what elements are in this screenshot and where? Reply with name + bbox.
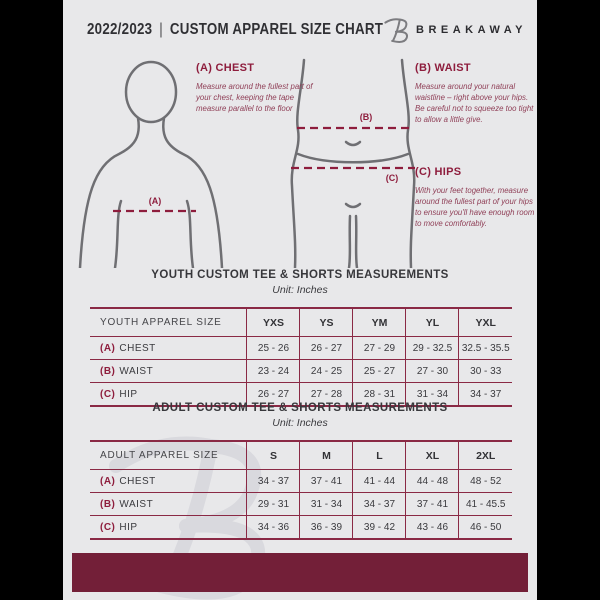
row-key: (B) <box>100 498 116 510</box>
measurement-value: 44 - 48 <box>406 470 459 493</box>
chest-measure-line <box>113 196 196 211</box>
row-name: WAIST <box>119 365 154 377</box>
table-row <box>90 470 512 493</box>
row-key: (A) <box>100 342 116 354</box>
row-name: WAIST <box>119 498 154 510</box>
row-name: CHEST <box>119 342 156 354</box>
youth-measurements-table <box>90 307 512 407</box>
measurement-value: 32.5 - 35.5 <box>459 337 512 360</box>
waist-heading: (B) WAIST <box>415 62 471 74</box>
youth-table-heading <box>63 269 537 296</box>
measurement-value: 41 - 44 <box>353 470 406 493</box>
table-row <box>90 516 512 540</box>
size-column-header: YL <box>406 308 459 337</box>
size-column-header: M <box>300 441 353 470</box>
measurement-value: 37 - 41 <box>300 470 353 493</box>
row-key: (C) <box>100 388 116 400</box>
measurement-value: 29 - 32.5 <box>406 337 459 360</box>
chest-instructions <box>196 62 316 114</box>
measurement-value: 39 - 42 <box>353 516 406 540</box>
chest-instruction-text: Measure around the fullest part of your chest, keeping the tape measure parallel to the floor <box>196 82 313 114</box>
page-title: CUSTOM APPAREL SIZE CHART <box>169 21 384 38</box>
measurement-value: 34 - 37 <box>247 470 300 493</box>
size-column-header: YXL <box>459 308 512 337</box>
hip-measure-line <box>291 168 415 183</box>
hips-instructions <box>415 166 535 229</box>
measurement-value: 25 - 26 <box>247 337 300 360</box>
measurement-row-label <box>90 360 247 383</box>
apparel-size-header: ADULT APPAREL SIZE <box>100 450 219 461</box>
hips-heading: (C) HIPS <box>415 166 462 178</box>
size-column-header: S <box>247 441 300 470</box>
measurement-value: 23 - 24 <box>247 360 300 383</box>
measurement-value: 30 - 33 <box>459 360 512 383</box>
row-key: (A) <box>100 475 116 487</box>
row-key: (B) <box>100 365 116 377</box>
apparel-size-header: YOUTH APPAREL SIZE <box>100 317 222 328</box>
measurement-value: 31 - 34 <box>300 493 353 516</box>
measurement-value: 46 - 50 <box>459 516 512 540</box>
header-row <box>90 308 512 337</box>
measurement-row-label <box>90 493 247 516</box>
measurement-value: 26 - 27 <box>247 383 300 407</box>
waist-instructions <box>415 62 535 125</box>
brand-name: BREAKAWAY <box>416 23 527 36</box>
adult-table-unit: Unit: Inches <box>272 417 328 429</box>
adult-size-table <box>90 440 512 540</box>
page-header-title <box>87 21 383 39</box>
measurement-value: 36 - 39 <box>300 516 353 540</box>
measurement-value: 34 - 37 <box>459 383 512 407</box>
table-row <box>90 493 512 516</box>
waist-instruction-text: Measure around your natural waistline – right above your hips. Be careful not to squeeze too tight to allow a little give. <box>415 82 534 125</box>
measurement-value: 34 - 36 <box>247 516 300 540</box>
table-row <box>90 360 512 383</box>
measurement-value: 27 - 30 <box>406 360 459 383</box>
breakaway-logo-icon <box>383 15 409 44</box>
row-key: (C) <box>100 521 116 533</box>
measurement-value: 48 - 52 <box>459 470 512 493</box>
measurement-row-label <box>90 337 247 360</box>
size-chart-page <box>63 0 537 600</box>
adult-table-heading <box>63 402 537 429</box>
size-column-header: YXS <box>247 308 300 337</box>
chest-heading: (A) CHEST <box>196 62 255 74</box>
measurement-value: 25 - 27 <box>353 360 406 383</box>
measurement-value: 37 - 41 <box>406 493 459 516</box>
measurement-value: 41 - 45.5 <box>459 493 512 516</box>
title-separator: | <box>159 21 163 38</box>
measurement-value: 26 - 27 <box>300 337 353 360</box>
size-column-header: YS <box>300 308 353 337</box>
size-column-header: YM <box>353 308 406 337</box>
size-column-header: 2XL <box>459 441 512 470</box>
brand-block <box>383 15 527 44</box>
measurement-row-label <box>90 470 247 493</box>
waist-marker-label: (B) <box>359 112 373 122</box>
measurement-value: 34 - 37 <box>353 493 406 516</box>
measurement-value: 29 - 31 <box>247 493 300 516</box>
row-name: HIP <box>119 521 138 533</box>
size-column-header: L <box>353 441 406 470</box>
youth-table-unit: Unit: Inches <box>272 284 328 296</box>
hips-instruction-text: With your feet together, measure around the fullest part of your hips to ensure you'll have enough room to move comfortably. <box>415 186 535 229</box>
hips-marker-label: (C) <box>385 173 399 183</box>
chest-marker-label: (A) <box>148 196 162 206</box>
youth-table-title: YOUTH CUSTOM TEE & SHORTS MEASUREMENTS <box>151 269 449 281</box>
size-column-header: XL <box>406 441 459 470</box>
row-name: CHEST <box>119 475 156 487</box>
season-label: 2022/2023 <box>87 21 153 38</box>
youth-size-table <box>90 307 512 407</box>
adult-measurements-table <box>90 440 512 540</box>
measurement-value: 27 - 29 <box>353 337 406 360</box>
measurement-value: 27 - 28 <box>300 383 353 407</box>
header-row <box>90 441 512 470</box>
measurement-value: 43 - 46 <box>406 516 459 540</box>
measurement-value: 24 - 25 <box>300 360 353 383</box>
adult-table-title: ADULT CUSTOM TEE & SHORTS MEASUREMENTS <box>152 402 448 414</box>
measurement-row-label <box>90 516 247 540</box>
row-name: HIP <box>119 388 138 400</box>
measurement-value: 31 - 34 <box>406 383 459 407</box>
table-row <box>90 337 512 360</box>
footer-bar <box>72 553 528 592</box>
waist-measure-line <box>297 112 409 128</box>
measurement-value: 28 - 31 <box>353 383 406 407</box>
